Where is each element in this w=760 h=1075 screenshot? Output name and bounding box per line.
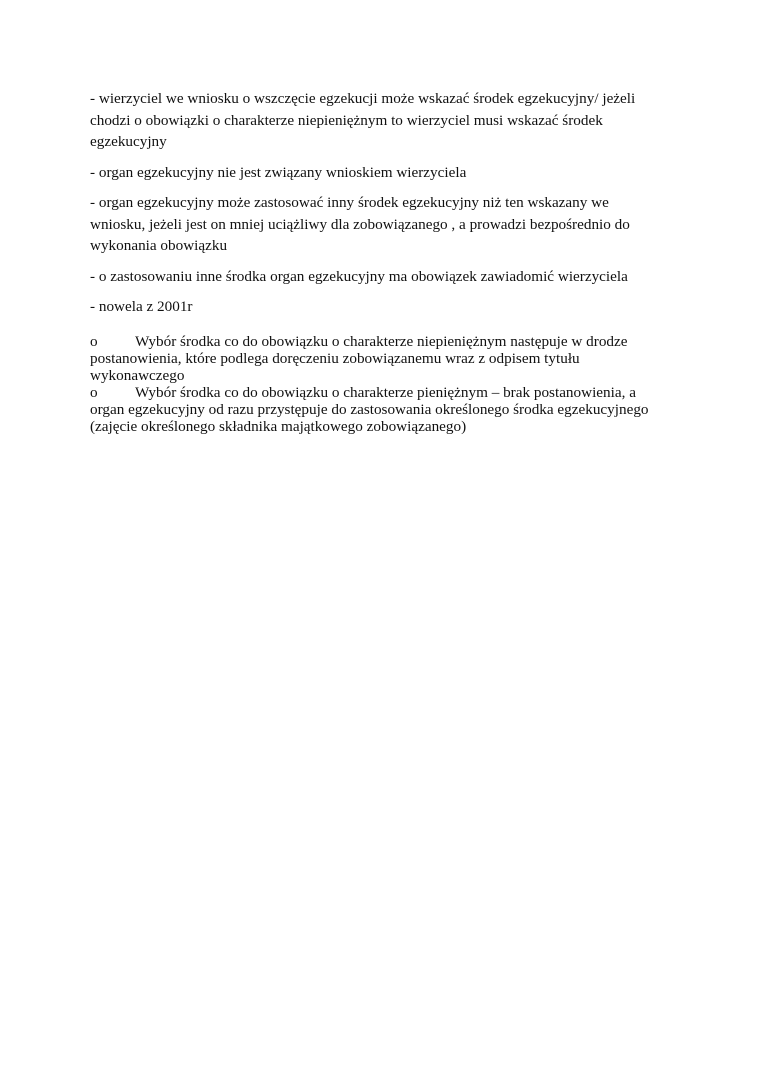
list-item bbox=[90, 333, 660, 384]
paragraph-notify-creditor: - o zastosowaniu inne środka organ egzekucyjny ma obowiązek zawiadomić wierzyciela bbox=[90, 267, 628, 285]
bullet-list bbox=[90, 333, 660, 435]
paragraph-organ-other-measure: - organ egzekucyjny może zastosować inny środek egzekucyjny niż ten wskazany we wniosku, jeżeli jest on mniej uciążliwy dla zobowiązanego , a prowadzi bezpośrednio do wykonania obowiązku bbox=[90, 194, 630, 254]
document-body bbox=[90, 88, 660, 435]
bullet-marker: o bbox=[90, 332, 98, 350]
paragraph-amendment-2001: - nowela z 2001r bbox=[90, 298, 193, 315]
paragraph-organ-not-bound: - organ egzekucyjny nie jest związany wnioskiem wierzyciela bbox=[90, 163, 467, 181]
list-item-text: Wybór środka co do obowiązku o charakterze niepieniężnym następuje w drodze postanowienia, które podlega doręczeniu zobowiązanemu wraz z odpisem tytułu wykonawczego bbox=[90, 332, 628, 384]
list-item bbox=[90, 384, 660, 435]
bullet-marker: o bbox=[90, 383, 98, 401]
paragraph-creditor-indicates-measure: - wierzyciel we wniosku o wszczęcie egzekucji może wskazać środek egzekucyjny/ jeżeli chodzi o obowiązki o charakterze niepieniężnym to wierzyciel musi wskazać środek egzekucyjny bbox=[90, 90, 636, 150]
list-item-text: Wybór środka co do obowiązku o charakterze pieniężnym – brak postanowienia, a organ egzekucyjny od razu przystępuje do zastosowania określonego środka egzekucyjnego (zajęcie określonego składnika majątkowego zobowiązanego) bbox=[90, 383, 649, 435]
